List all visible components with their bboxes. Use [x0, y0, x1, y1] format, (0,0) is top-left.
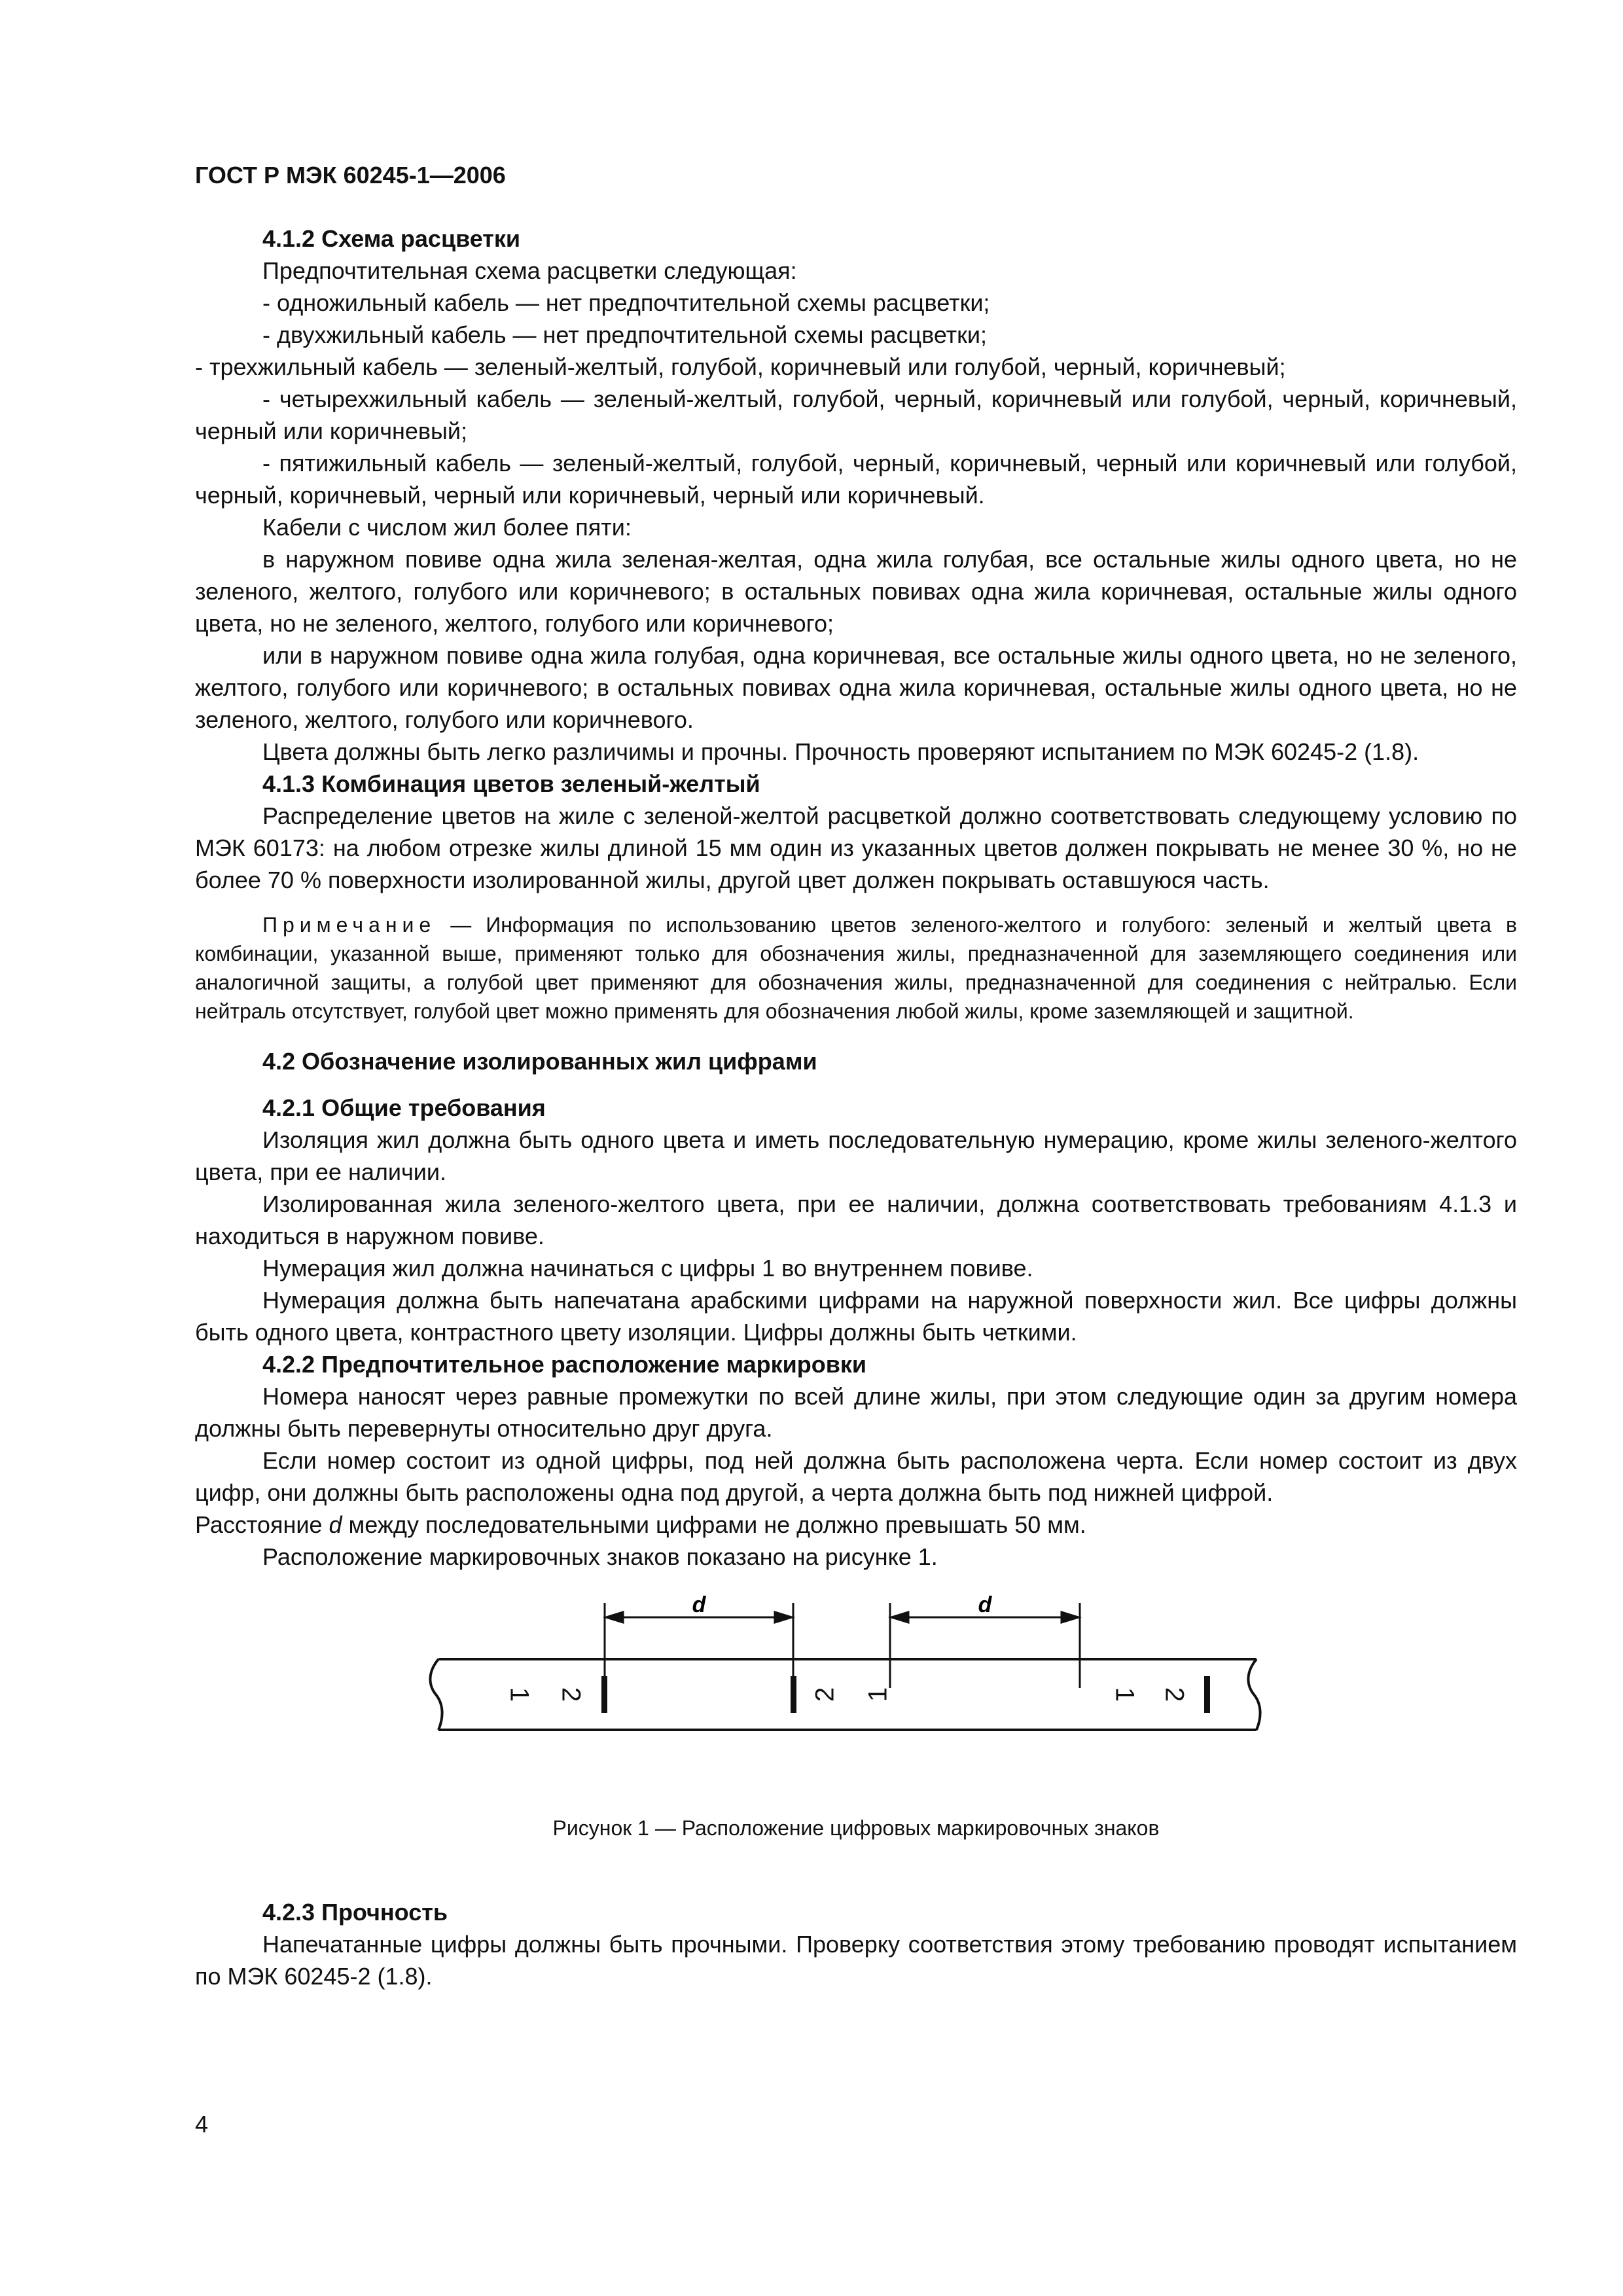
page-number: 4 — [195, 2111, 209, 2138]
text-run: Расстояние — [195, 1511, 329, 1538]
note-label: Примечание — [262, 913, 437, 937]
marking-digit-2: 2 — [556, 1687, 586, 1702]
cable-marking-diagram — [195, 1590, 1517, 1786]
document-page — [195, 161, 1517, 1992]
paragraph: или в наружном повиве одна жила голубая, одна коричневая, все остальные жилы одного цвета, но не зеленого, желтого, голубого или коричневого; в остальных повивах одна жила коричневая, остальные жилы одного цвета, но не зеленого, желтого, голубого или коричневого. — [195, 642, 1517, 733]
marking-digit-2: 2 — [1160, 1687, 1189, 1702]
document-header: ГОСТ Р МЭК 60245-1—2006 — [195, 162, 506, 188]
list-item: - четырехжильный кабель — зеленый-желтый, голубой, черный, коричневый или голубой, черный, коричневый, черный или коричневый; — [195, 386, 1517, 444]
paragraph: Если номер состоит из одной цифры, под ней должна быть расположена черта. Если номер состоит из двух цифр, они должны быть расположены одна под другой, а черта должна быть под нижней цифрой. — [195, 1447, 1517, 1506]
paragraph: Нумерация должна быть напечатана арабскими цифрами на наружной поверхности жил. Все цифры должны быть одного цвета, контрастного цвету изоляции. Цифры должны быть четкими. — [195, 1287, 1517, 1346]
paragraph: Расположение маркировочных знаков показано на рисунке 1. — [262, 1543, 938, 1570]
section-heading-4-2-3: 4.2.3 Прочность — [262, 1899, 448, 1926]
paragraph: в наружном повиве одна жила зеленая-желтая, одна жила голубая, все остальные жилы одного цвета, но не зеленого, желтого, голубого или коричневого; в остальных повивах одна жила коричневая, остальные жилы одного цвета, но не зеленого, желтого, голубого или коричневого; — [195, 546, 1517, 637]
paragraph: Изолированная жила зеленого-желтого цвета, при ее наличии, должна соответствовать требованиям 4.1.3 и находиться в наружном повиве. — [195, 1191, 1517, 1249]
section-heading-4-2-1: 4.2.1 Общие требования — [262, 1094, 546, 1121]
paragraph: Распределение цветов на жиле с зеленой-желтой расцветкой должно соответствовать следующему условию по МЭК 60173: на любом отрезке жилы длиной 15 мм один из указанных цветов должен покрывать не менее 30 %, но не более 70 % поверхности изолированной жилы, другой цвет должен покрывать оставшуюся часть. — [195, 802, 1517, 893]
marking-digit-2: 2 — [810, 1687, 840, 1702]
marking-digit-1: 1 — [1110, 1687, 1139, 1702]
section-heading-4-2-2: 4.2.2 Предпочтительное расположение маркировки — [262, 1351, 867, 1378]
note — [195, 910, 1517, 1026]
marking-digit-1: 1 — [863, 1687, 893, 1702]
list-item: - двухжильный кабель — нет предпочтительной схемы расцветки; — [262, 321, 988, 348]
section-heading-4-1-2: 4.1.2 Схема расцветки — [262, 225, 521, 252]
paragraph: Изоляция жил должна быть одного цвета и иметь последовательную нумерацию, кроме жилы зеленого-желтого цвета, при ее наличии. — [195, 1126, 1517, 1185]
list-item: - трехжильный кабель — зеленый-желтый, голубой, коричневый или голубой, черный, коричневый; — [195, 353, 1286, 380]
section-heading-4-2: 4.2 Обозначение изолированных жил цифрами — [262, 1048, 817, 1075]
section-heading-4-1-3: 4.1.3 Комбинация цветов зеленый-желтый — [262, 770, 760, 797]
list-item: - одножильный кабель — нет предпочтительной схемы расцветки; — [262, 289, 990, 316]
paragraph: Кабели с числом жил более пяти: — [262, 514, 632, 541]
marking-digit-1: 1 — [505, 1687, 534, 1702]
text-run: между последовательными цифрами не должно превышать 50 мм. — [342, 1511, 1086, 1538]
note-text: — Информация по использованию цветов зеленого-желтого и голубого: зеленый и желтый цвета в комбинации, указанной выше, применяют только для обозначения жилы, предназначенной для заземляющего соединения или аналогичной защиты, а голубой цвет применяют для обозначения жилы, предназначенной для соединения с нейтралью. Если нейтраль отсутствует, голубой цвет можно применять для обозначения любой жилы, кроме заземляющей и защитной. — [195, 913, 1517, 1023]
document-body — [195, 223, 1517, 1992]
paragraph — [195, 1509, 1517, 1541]
paragraph: Номера наносят через равные промежутки по всей длине жилы, при этом следующие один за другим номера должны быть перевернуты относительно друг друга. — [195, 1383, 1517, 1442]
dimension-label-d: d — [978, 1592, 992, 1617]
paragraph: Нумерация жил должна начинаться с цифры 1 во внутреннем повиве. — [262, 1255, 1033, 1282]
figure-1 — [195, 1590, 1517, 1839]
variable-d: d — [329, 1511, 342, 1538]
dimension-lines — [605, 1603, 1080, 1688]
paragraph: Предпочтительная схема расцветки следующая: — [262, 257, 797, 284]
figure-caption: Рисунок 1 — Расположение цифровых маркировочных знаков — [552, 1816, 1160, 1840]
paragraph: Цвета должны быть легко различимы и прочны. Прочность проверяют испытанием по МЭК 60245-2 (1.8). — [262, 738, 1419, 765]
paragraph: Напечатанные цифры должны быть прочными. Проверку соответствия этому требованию проводят испытанием по МЭК 60245-2 (1.8). — [195, 1931, 1517, 1990]
dimension-label-d: d — [692, 1592, 706, 1617]
list-item: - пятижильный кабель — зеленый-желтый, голубой, черный, коричневый, черный или коричневый или голубой, черный, коричневый, черный или коричневый, черный или коричневый. — [195, 450, 1517, 509]
